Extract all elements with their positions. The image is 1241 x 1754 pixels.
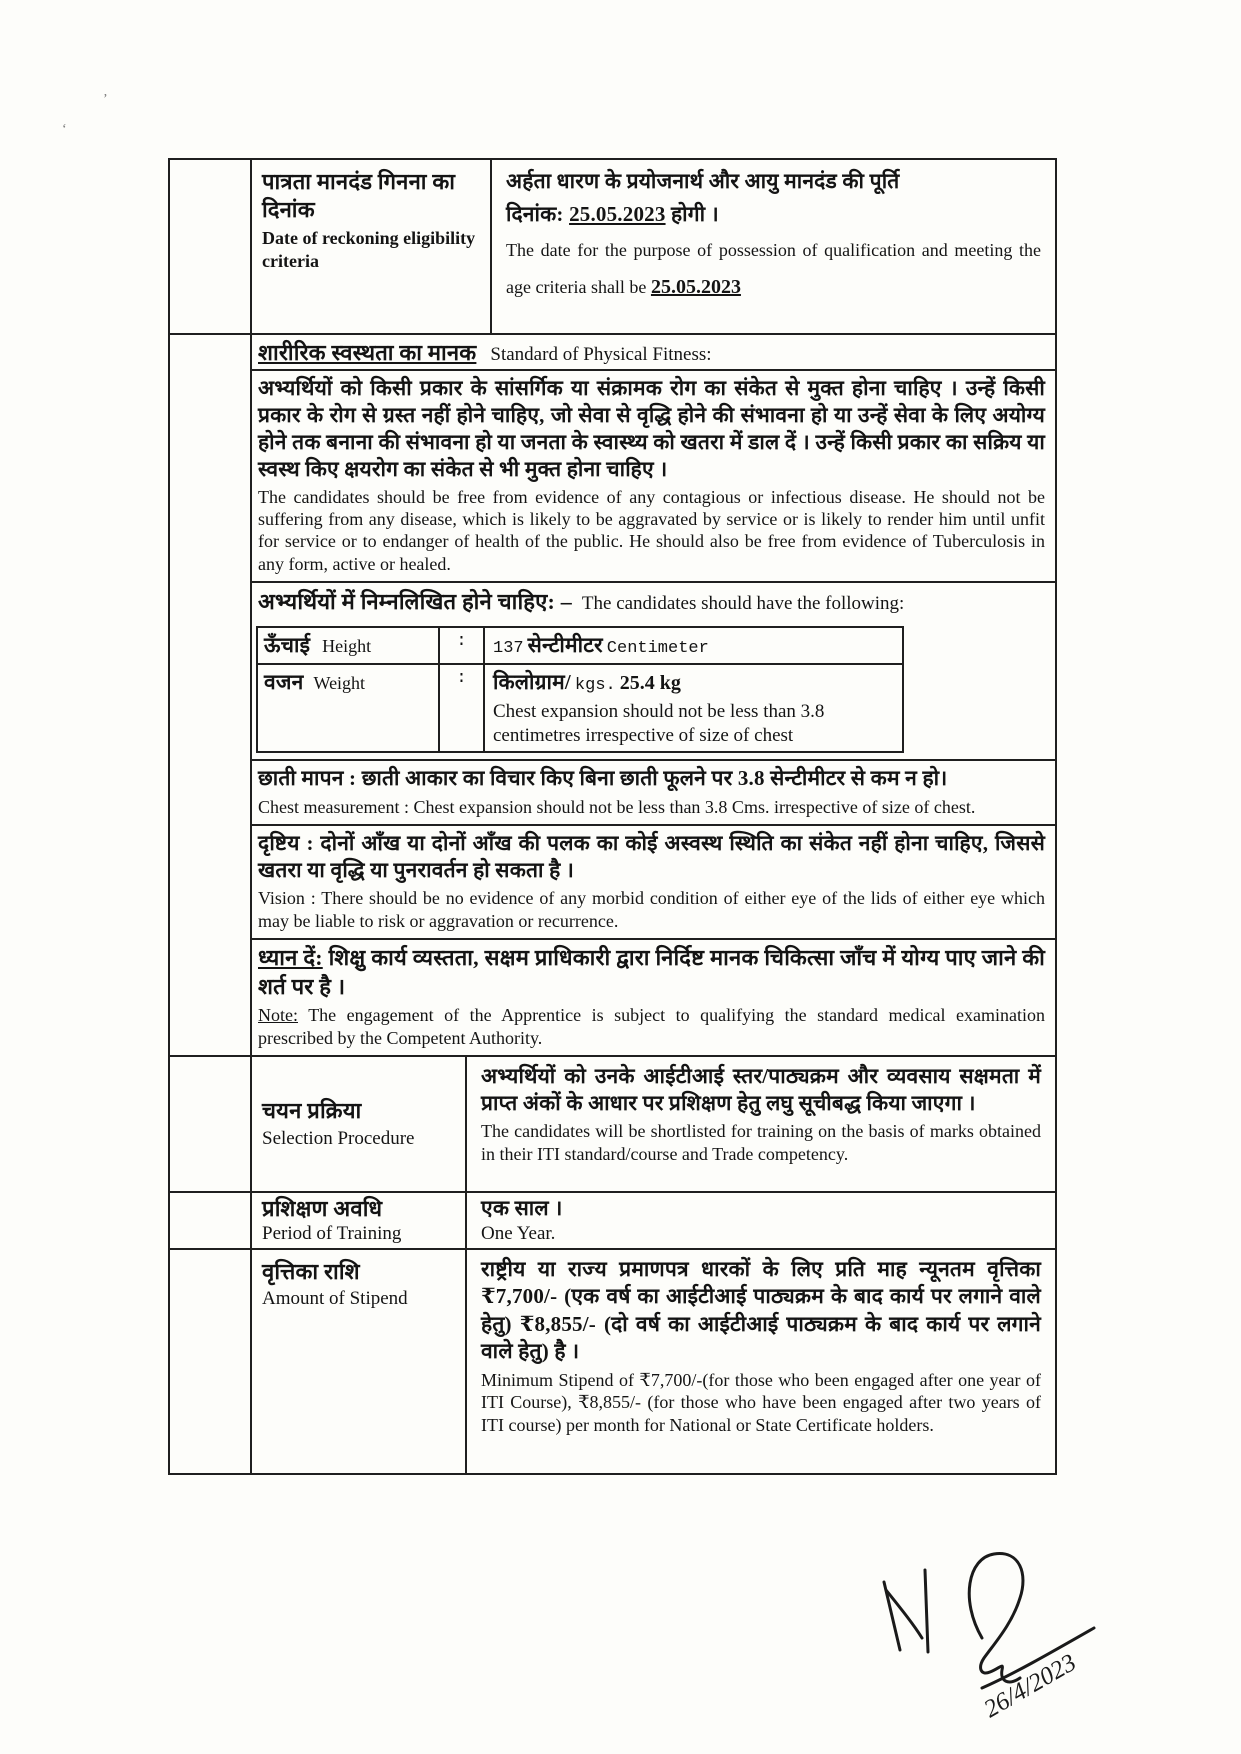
signature-stroke	[925, 1570, 928, 1652]
weight-label-cell	[258, 665, 440, 751]
row-amount-of-stipend	[170, 1250, 1055, 1473]
reckoning-label-cell	[252, 160, 492, 333]
weight-value-cell	[485, 665, 902, 751]
reckoning-date-prefix-hindi: दिनांक:	[506, 202, 564, 227]
signature-date: 26/4/2023	[979, 1649, 1081, 1724]
reckoning-label-english: Date of reckoning eligibility criteria	[262, 228, 476, 272]
stipend-content-english: Minimum Stipend of ₹7,700/-(for those who been engaged after one year of ITI Course), ₹8,855/- (for those who have been engaged after two years of ITI course) per month for National or State Certificate holders.	[481, 1370, 1041, 1435]
weight-colon-cell	[440, 665, 485, 751]
training-content-english: One Year.	[481, 1223, 556, 1245]
scan-artifact-mark: ’	[103, 92, 108, 107]
note-label-english: Note:	[258, 1005, 298, 1026]
selection-label-hindi: चयन प्रक्रिया	[262, 1098, 362, 1124]
fitness-heading-english: Standard of Physical Fitness:	[490, 344, 712, 365]
selection-content-english: The candidates will be shortlisted for training on the basis of marks obtained in their ITI standard/course and Trade competency.	[481, 1121, 1041, 1164]
following-heading-hindi: अभ्यर्थियों में निम्नलिखित होने चाहिए: –	[258, 588, 572, 614]
following-heading-english: The candidates should have the following:	[581, 592, 905, 614]
handwritten-signature	[862, 1540, 1152, 1740]
stipend-label-english: Amount of Stipend	[262, 1288, 408, 1310]
fitness-heading-hindi: शारीरिक स्वस्थता का मानक	[258, 340, 477, 365]
weight-chest-note: Chest expansion should not be less than 3.8 centimetres irrespective of size of chest	[493, 701, 825, 746]
height-unit-hindi: सेन्टीमीटर	[527, 632, 603, 657]
reckoning-content-cell	[492, 160, 1055, 333]
reckoning-content-english	[506, 233, 1041, 307]
reckoning-date-suffix-hindi: होगी ।	[671, 202, 719, 227]
weight-row	[258, 665, 902, 751]
height-colon-cell	[440, 628, 485, 663]
height-weight-table	[256, 626, 904, 754]
weight-unit-kgs: kgs.	[574, 675, 616, 695]
candidates-should-have-heading	[252, 583, 1055, 620]
row-period-of-training	[170, 1193, 1055, 1250]
height-row	[258, 628, 902, 665]
selection-content-cell	[467, 1057, 1055, 1191]
medical-note-section	[252, 938, 1055, 1055]
height-label-english: Height	[322, 635, 372, 656]
note-hindi	[258, 944, 1045, 1001]
height-label-hindi: ऊँचाई	[264, 632, 311, 657]
reckoning-date-hindi: 25.05.2023	[569, 202, 666, 227]
serial-column-cell	[170, 335, 252, 1055]
height-number: 137	[493, 638, 524, 658]
note-label-hindi: ध्यान दें:	[258, 945, 323, 971]
chest-text-hindi: छाती मापन : छाती आकार का विचार किए बिना छाती फूलने पर 3.8 सेन्टीमीटर से कम न हो।	[258, 766, 948, 791]
row-physical-fitness	[170, 335, 1055, 1057]
note-english	[258, 1004, 1045, 1049]
vision-text-hindi: दृष्टिय : दोनों आँख या दोनों आँख की पलक का कोई अस्वस्थ स्थिति का संकेत नहीं होना चाहिए, जिससे खतरा या वृद्धि या पुनरावर्तन हो सकता है ।	[258, 830, 1045, 883]
note-body-english: The engagement of the Apprentice is subject to qualifying the standard medical examination prescribed by the Competent Authority.	[258, 1005, 1045, 1048]
vision-text-english: Vision : There should be no evidence of any morbid condition of either eye of the lids of either eye which may be liable to risk or aggravation or recurrence.	[258, 888, 1045, 931]
signature-stroke	[969, 1554, 1023, 1682]
fitness-paragraph-hindi: अभ्यर्थियों को किसी प्रकार के सांसर्गिक या संक्रामक रोग का संकेत से मुक्त होना चाहिए । उन्हें किसी प्रकार के रोग से ग्रस्त नहीं होने चाहिए, जो सेवा से वृद्धि होने की संभावना हो या उन्हें सेवा के लिए अयोग्य होने तक बनाना की संभावना हो या जनता के स्वास्थ्य को खतरा में डाल दें । उन्हें किसी प्रकार का सक्रिय या स्वस्थ किए क्षयरोग का संकेत से भी मुक्त होना चाहिए ।	[258, 375, 1045, 482]
training-content-hindi: एक साल ।	[481, 1195, 563, 1220]
training-label-cell	[252, 1193, 467, 1248]
vision-section	[252, 824, 1055, 938]
serial-column-cell	[170, 160, 252, 333]
row-selection-procedure	[170, 1057, 1055, 1193]
selection-content-hindi: अभ्यर्थियों को उनके आईटीआई स्तर/पाठ्यक्रम और व्यवसाय सक्षमता में प्राप्त अंकों के आधार पर प्रशिक्षण हेतु लघु सूचीबद्ध किया जाएगा ।	[481, 1063, 1041, 1116]
scan-artifact-mark: ‘	[62, 122, 67, 137]
reckoning-date-english: 25.05.2023	[650, 275, 741, 298]
reckoning-label-hindi: पात्रता मानदंड गिनना का दिनांक	[262, 169, 456, 222]
serial-column-cell	[170, 1057, 252, 1191]
stipend-content-cell	[467, 1250, 1055, 1473]
note-body-hindi: शिक्षु कार्य व्यस्तता, सक्षम प्राधिकारी द्वारा निर्दिष्ट मानक चिकित्सा जाँच में योग्य पाए जाने की शर्त पर है ।	[258, 945, 1045, 999]
height-unit-english: Centimeter	[606, 638, 709, 658]
colon-separator: :	[456, 668, 467, 688]
training-label-hindi: प्रशिक्षण अवधि	[262, 1195, 383, 1221]
weight-label-english: Weight	[313, 672, 366, 693]
height-value-cell	[485, 628, 902, 663]
height-label-cell	[258, 628, 440, 663]
stipend-label-hindi: वृत्तिका राशि	[262, 1258, 360, 1284]
training-content-cell	[467, 1193, 1055, 1248]
fitness-paragraph-english: The candidates should be free from evidence of any contagious or infectious disease. He should not be suffering from any disease, which is likely to be aggravated by service or is likely to render him until unfit for service or to endanger of health of the public. He should also be free from evidence of Tuberculosis in any form, active or healed.	[252, 484, 1055, 583]
reckoning-content-hindi-line1: अर्हता धारण के प्रयोजनार्थ और आयु मानदंड की पूर्ति	[506, 169, 900, 193]
stipend-label-cell	[252, 1250, 467, 1473]
weight-unit-hindi: किलोग्राम/	[493, 669, 571, 694]
row-date-of-reckoning	[170, 160, 1055, 335]
chest-text-english: Chest measurement : Chest expansion should not be less than 3.8 Cms. irrespective of size of chest.	[258, 796, 976, 817]
weight-value-line	[493, 669, 894, 696]
eligibility-criteria-table	[168, 158, 1057, 1475]
serial-column-cell	[170, 1250, 252, 1473]
training-label-english: Period of Training	[262, 1223, 402, 1245]
weight-label-hindi: वजन	[264, 669, 304, 694]
serial-column-cell	[170, 1193, 252, 1248]
colon-separator: :	[456, 631, 467, 651]
reckoning-english-text: The date for the purpose of possession of qualification and meeting the age criteria shall be	[506, 239, 1041, 297]
stipend-content-hindi: राष्ट्रीय या राज्य प्रमाणपत्र धारकों के लिए प्रति माह न्यूनतम वृत्तिका ₹7,700/- (एक वर्ष का आईटीआई पाठ्यक्रम के बाद कार्य पर लगाने वाले हेतु) ₹8,855/- (दो वर्ष का आईटीआई पाठ्यक्रम के बाद कार्य पर लगाने वाले हेतु) है ।	[481, 1256, 1041, 1363]
selection-label-cell	[252, 1057, 467, 1191]
selection-label-english: Selection Procedure	[262, 1127, 415, 1149]
fitness-heading	[252, 335, 1055, 371]
weight-value-number: 25.4 kg	[619, 671, 681, 694]
chest-measurement-section	[252, 759, 1055, 824]
reckoning-content-hindi-line2	[506, 201, 1041, 228]
fitness-content-cell	[252, 335, 1055, 1055]
